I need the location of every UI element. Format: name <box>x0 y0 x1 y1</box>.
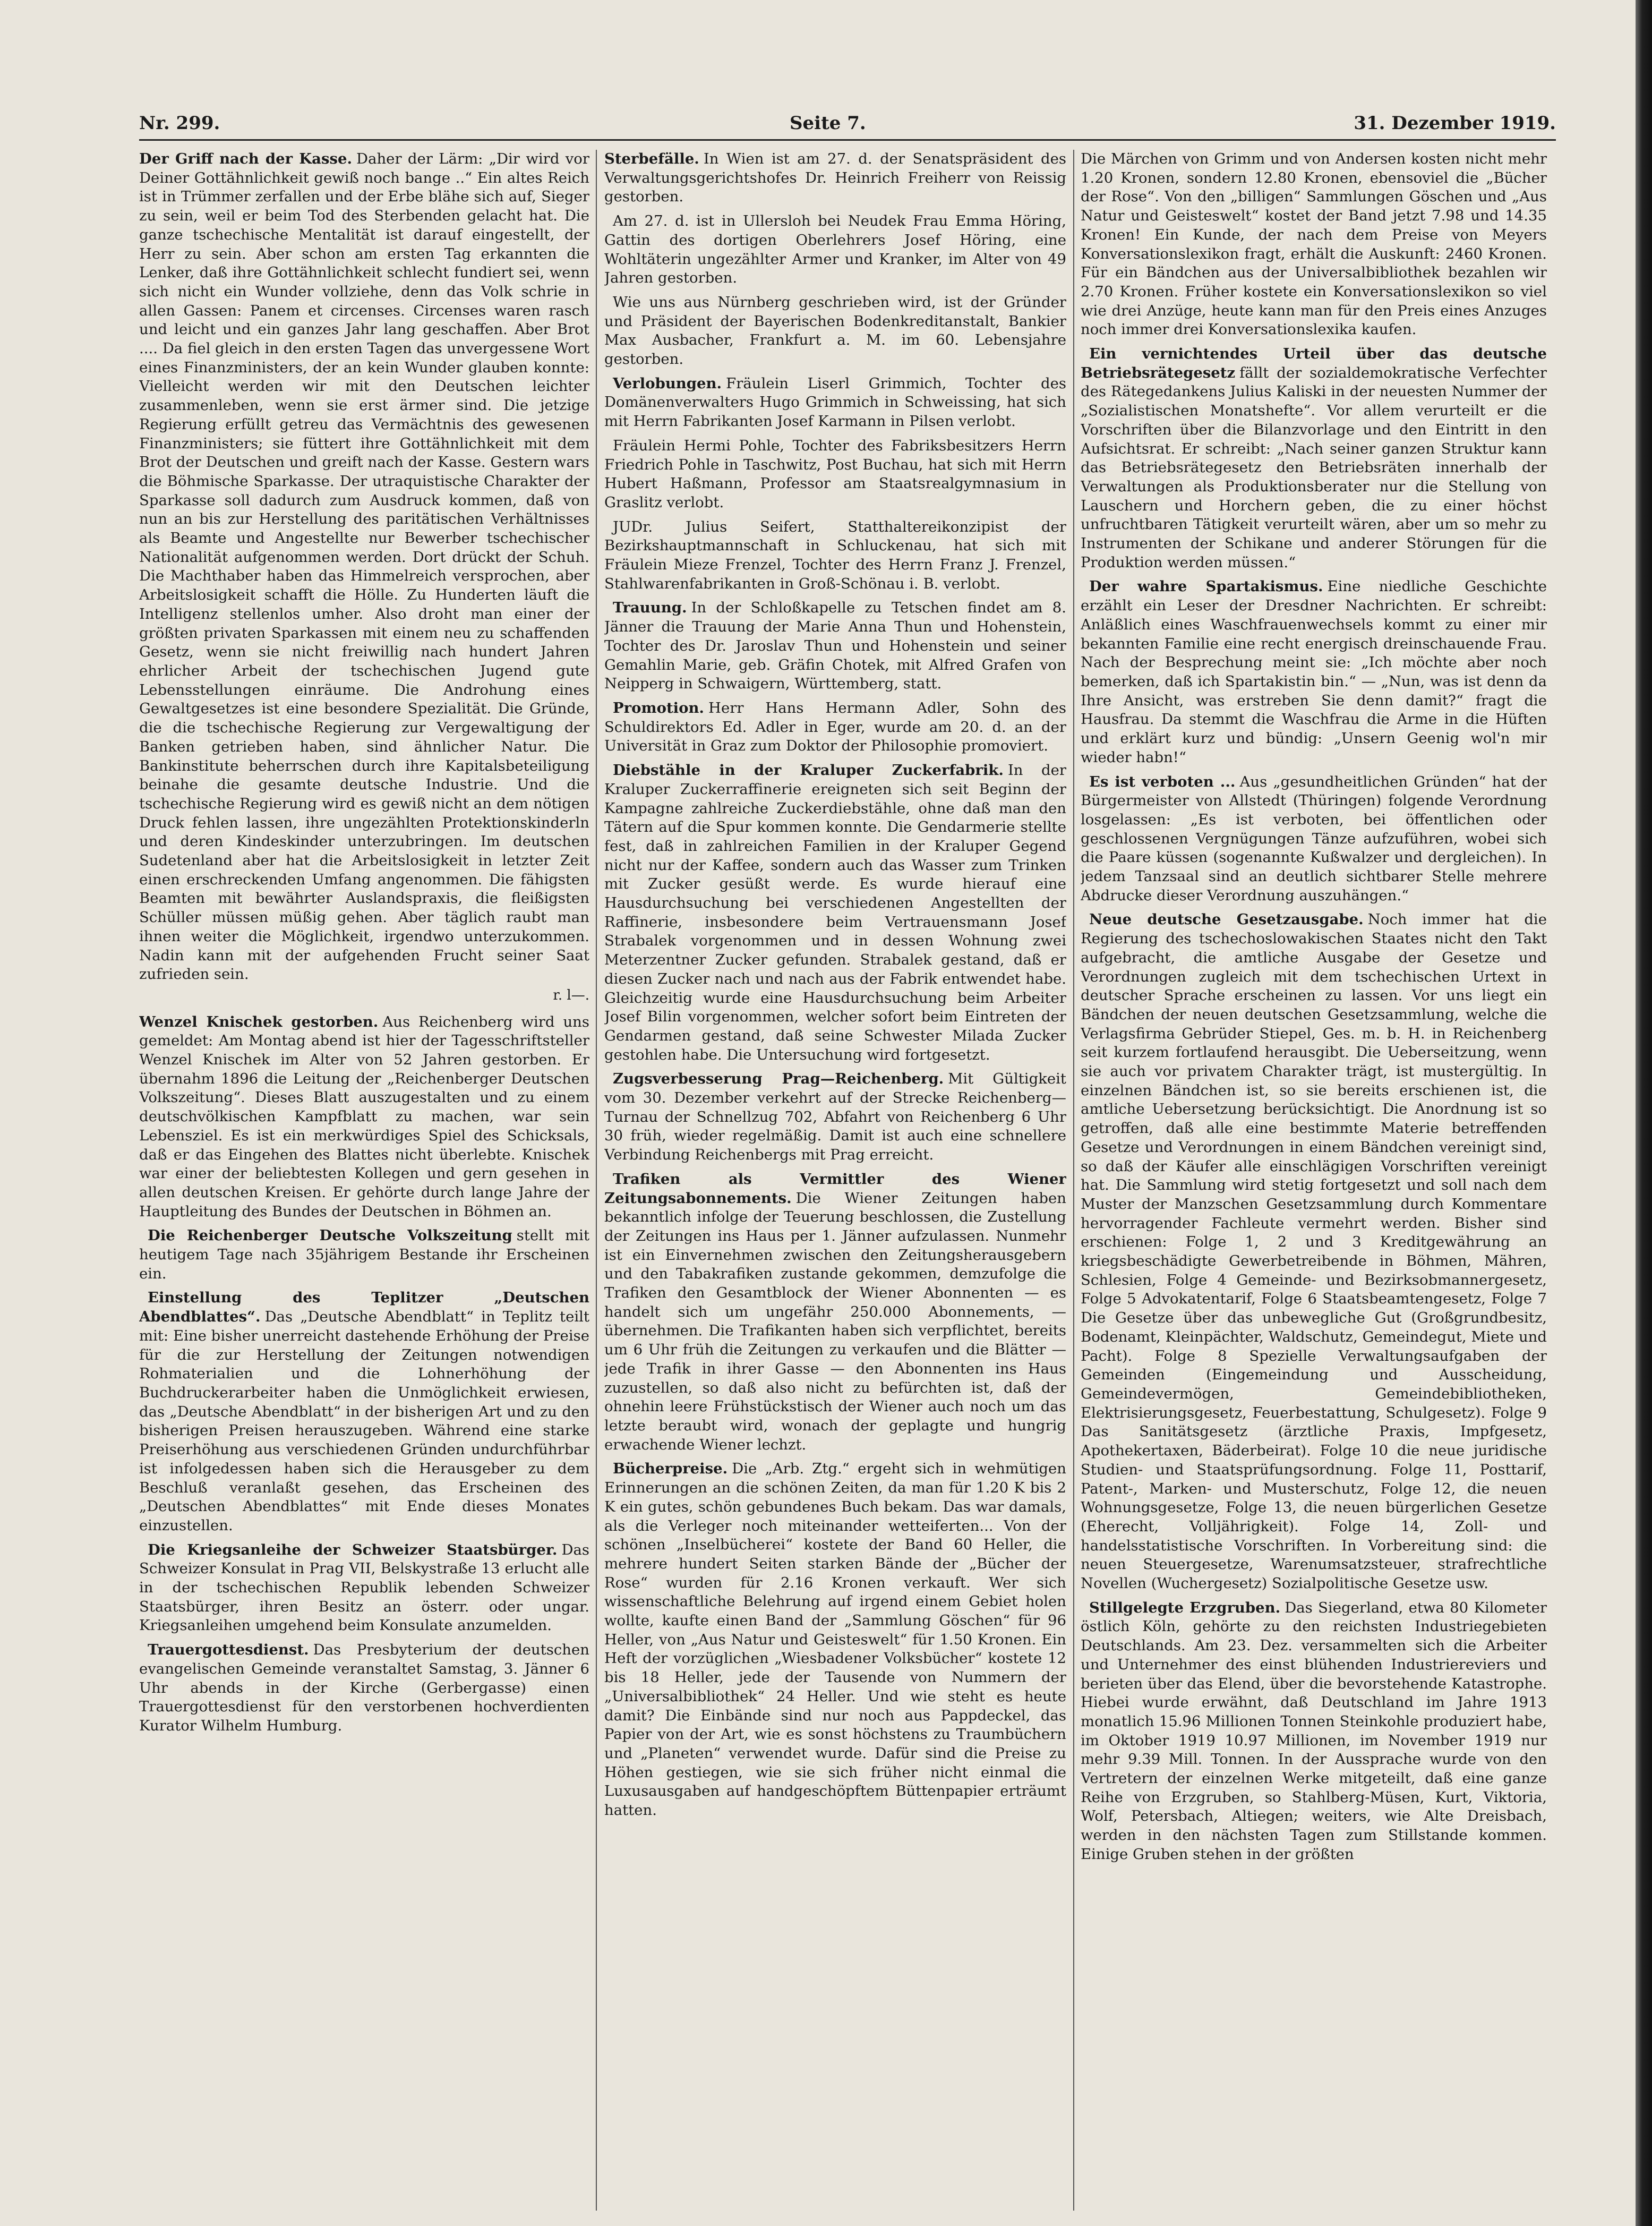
issue-number: Nr. 299. <box>139 113 220 134</box>
article <box>604 699 1066 756</box>
article <box>1081 577 1547 767</box>
article <box>1081 910 1547 1593</box>
article-headline: Ein vernichtendes Urteil über das deutsche Betriebsrätegesetz <box>1081 345 1547 381</box>
article-headline: Trauergottesdienst. <box>148 1641 309 1659</box>
article-headline: Neue deutsche Gesetzausgabe. <box>1089 911 1364 928</box>
article-body: JUDr. Julius Seifert, Statthaltereikonzipist der Bezirkshauptmannschaft in Schluckenau, hat sich mit Fräulein Mieze Frenzel, Tochter des Herrn Franz J. Frenzel, Stahlwarenfabrikanten in Groß-Schönau i. B. verlobt. <box>604 518 1066 592</box>
article <box>604 293 1066 369</box>
article <box>604 212 1066 288</box>
article <box>604 374 1066 431</box>
article <box>139 1226 589 1283</box>
article-body: Aus Reichenberg wird uns gemeldet: Am Montag abend ist hier der Tagesschriftsteller Wenzel Knischek im Alter von 52 Jahren gestorben. Er übernahm 1896 die Leitung der „Reichenberger Deutschen Volkszeitung“. Dieses Blatt auszugestalten und zu einem deutschvölkischen Kampfblatt zu machen, war sein Lebensziel. Es ist ein merkwürdiges Spiel des Schicksals, daß er das Eingehen des Blattes nicht überlebte. Knischek war einer der beliebtesten Kollegen und gern gesehen in allen deutschen Kreisen. Er gehörte durch lange Jahre der Hauptleitung des Bundes der Deutschen in Böhmen an. <box>139 1013 589 1220</box>
author-signature: r. l—. <box>553 987 589 1003</box>
article <box>604 599 1066 694</box>
article-body: In der Schloßkapelle zu Tetschen findet am 8. Jänner die Trauung der Marie Anna Thun und Hohenstein, Tochter des Dr. Jaroslav Thun und Hohenstein und seiner Gemahlin Marie, geb. Gräfin Chotek, mit Alfred Grafen von Neipperg in Schwaigern, Württemberg, statt. <box>604 599 1066 693</box>
article-body: Fräulein Hermi Pohle, Tochter des Fabriksbesitzers Herrn Friedrich Pohle in Taschwitz, Post Buchau, hat sich mit Herrn Hubert Haßmann, Professor am Staatsrealgymnasium in Graslitz verlobt. <box>604 437 1066 511</box>
article-headline: Verlobungen. <box>613 374 722 392</box>
article-headline: Trafiken als Vermittler des Wiener Zeitungsabonnements. <box>604 1170 1066 1207</box>
article-body: Das Schweizer Konsulat in Prag VII, Belskystraße 13 erlucht alle in der tschechischen Republik lebenden Schweizer Staatsbürger, ihren Besitz an österr. oder ungar. Kriegsanleihen umgehend beim Konsulate anzumelden. <box>139 1541 589 1634</box>
article <box>604 1070 1066 1165</box>
article-body: Die „Arb. Ztg.“ ergeht sich in wehmütigen Erinnerungen an die schönen Zeiten, da man für 1.20 K bis 2 K ein gutes, schön gebundenes Buch bekam. Das war damals, als die Verleger noch miteinander wetteiferten... Von der schönen „Inselbücherei“ kostete der Band 60 Heller, die mehrere hundert Seiten starken Bände der „Bücher der Rose“ wurden für 2.16 Kronen verkauft. Wer sich wissenschaftliche Belehrung auf irgend einem Gebiet holen wollte, kaufte einen Band der „Sammlung Göschen“ für 96 Heller, von „Aus Natur und Geisteswelt“ für 1.50 Kronen. Ein Heft der vorzüglichen „Wiesbadener Volksbücher“ kostete 12 bis 18 Heller, jede der Tausende von Nummern der „Universalbibliothek“ 24 Heller. Und wie steht es heute damit? Die Einbände sind nur noch aus Pappdeckel, das Papier von der Art, wie es sonst höchstens zu Traumbüchern und „Planeten“ verwendet wurde. Dafür sind die Preise zu Höhen gestiegen, wie sie sich früher nicht einmal die Luxusausgaben auf handgeschöpftem Büttenpapier erträumt hatten. <box>604 1460 1066 1819</box>
column-1 <box>139 150 589 2211</box>
article-headline: Diebstähle in der Kraluper Zuckerfabrik. <box>613 762 1004 779</box>
article-headline: Einstellung des Teplitzer „Deutschen Abendblattes“. <box>139 1289 589 1326</box>
article-headline: Wenzel Knischek gestorben. <box>139 1013 379 1030</box>
article-headline: Die Kriegsanleihe der Schweizer Staatsbürger. <box>148 1541 558 1558</box>
article-headline: Der Griff nach der Kasse. <box>139 150 353 167</box>
article <box>604 1460 1066 1820</box>
header-rule <box>139 139 1556 141</box>
issue-date: 31. Dezember 1919. <box>1354 113 1556 134</box>
article <box>1081 1599 1547 1864</box>
article <box>1081 773 1547 906</box>
article <box>604 437 1066 513</box>
article-body: Die Märchen von Grimm und von Andersen kosten nicht mehr 1.20 Kronen, sondern 12.80 Kronen, ebensoviel die „Bücher der Rose“. Von den „billigen“ Sammlungen Göschen und „Aus Natur und Geisteswelt“ kostet der Band jetzt 7.98 und 14.35 Kronen! Ein Kunde, der nach dem Preise von Meyers Konversationslexikon fragt, erhält die Auskunft: 2460 Kronen. Für ein Bändchen aus der Universalbibliothek bezahlen wir 2.70 Kronen. Früher kostete ein Konversationslexikon so viel wie drei Anzüge, heute kann man für den Preis eines Anzuges noch immer drei Konversationslexika kaufen. <box>1081 150 1547 338</box>
article-headline: Der wahre Spartakismus. <box>1089 578 1323 595</box>
article-body: fällt der sozialdemokratische Verfechter des Rätegedankens Julius Kaliski in der neuesten Nummer der „Sozialistischen Monatshefte“. Vor allem verurteilt er die Vorschriften über die Bilanzvorlage und den Eintritt in den Aufsichtsrat. Er schreibt: „Nach seiner ganzen Struktur kann das Betriebsrätegesetz den Betriebsräten innerhalb der Verwaltungen als Produktionsberater nur die Stellung von Lauschern und Horchern geben, die zu einer höchst unfruchtbaren Tätigkeit verurteilt wären, aber um so mehr zu Instrumenten der Schikane und anderer Störungen für die Produktion werden müssen.“ <box>1081 364 1547 571</box>
article-headline: Sterbefälle. <box>604 150 699 167</box>
article <box>1081 345 1547 572</box>
column-3 <box>1081 150 1547 2211</box>
article <box>1081 150 1547 339</box>
article-body: In der Kraluper Zuckerraffinerie ereigneten sich seit Beginn der Kampagne zahlreiche Zuckerdiebstähle, ohne daß man den Tätern auf die Spur kommen konnte. Die Gendarmerie stellte fest, daß in zahlreichen Familien in der Kraluper Gegend nicht nur der Kaffee, sondern auch das Wasser zum Trinken mit Zucker gesüßt werde. Es wurde hierauf eine Hausdurchsuchung bei verschiedenen Angestellten der Raffinerie, insbesondere beim Vertrauensmann Josef Strabalek vorgenommen und in dessen Wohnung zwei Meterzentner Zucker gefunden. Strabalek gestand, daß er diesen Zucker nach und nach aus der Fabrik entwendet habe. Gleichzeitig wurde eine Hausdurchsuchung beim Arbeiter Josef Bilin vorgenommen, welcher sofort beim Eintreten der Gendarmen gestand, daß seine Schwester Milada Zucker gestohlen habe. Die Untersuchung wird fortgesetzt. <box>604 762 1066 1063</box>
article-headline: Trauung. <box>613 599 687 617</box>
article <box>139 1289 589 1535</box>
article-body: Noch immer hat die Regierung des tschechoslowakischen Staates nicht den Takt aufgebracht, die amtliche Ausgabe der Gesetze und Verordnungen zugleich mit dem tschechischen Urtext in deutscher Sprache erscheinen zu lassen. Vor uns liegt ein Bändchen der neuen deutschen Gesetzsammlung, welche die Verlagsfirma Gebrüder Stiepel, Ges. m. b. H. in Reichenberg seit kurzem fortlaufend herausgibt. Die Ueberseitzung, wenn sie auch vor privatem Charakter trägt, ist mustergültig. In einzelnen Bändchen ist, so sie bereits erschienen ist, die amtliche Uebersetzung berücksichtigt. Die Anordnung ist so getroffen, daß alle eine bestimmte Materie betreffenden Gesetze und Verordnungen in einem Bändchen vereinigt sind, so daß der Käufer alle einschlägigen Vorschriften vereinigt hat. Die Sammlung wird stetig fortgesetzt und soll nach dem Muster der Manzschen Gesetzsammlung durch Kommentare hervorragender Fachleute vermehrt werden. Bisher sind erschienen: Folge 1, 2 und 3 Kreditgewährung an kriegsbeschädigte Gewerbetreibende in Böhmen, Mähren, Schlesien, Folge 4 Gemeinde- und Bezirksobmannergesetz, Folge 5 Advokatentarif, Folge 6 Staatsbeamtengesetz, Folge 7 Die Gesetze über das unbewegliche Gut (Großgrundbesitz, Bodenamt, Kleinpächter, Waldschutz, Gemeindegut, Miete und Pacht). Folge 8 Spezielle Verwaltungsaufgaben der Gemeinden (Eingemeindung und Ausscheidung, Gemeindevermögen, Gemeindebibliotheken, Elektrisierungsgesetz, Feuerbestattung, Schulgesetz). Folge 9 Das Sanitätsgesetz (ärztliche Praxis, Impfgesetz, Apothekertaxen, Bäderbeirat). Folge 10 die neue juridische Studien- und Staatsprüfungsordnung. Folge 11, Posttarif, Patent-, Marken- und Musterschutz, Folge 12, die neuen Wohnungsgesetze, Folge 13, die neuen bürgerlichen Gesetze (Eherecht, Volljährigkeit). Folge 14, Zoll- und handelsstatistische Vorschriften. In Vorbereitung sind: die neuen Steuergesetze, Warenumsatzsteuer, strafrechtliche Novellen (Wuchergesetz) Sozialpolitische Gesetze usw. <box>1081 911 1547 1592</box>
article-body: Daher der Lärm: „Dir wird vor Deiner Gottähnlichkeit gewiß noch bange ..“ Ein altes Reich ist in Trümmer zerfallen und der Erbe blähe sich auf, Sieger zu sein, weil er beim Tod des Sterbenden gelacht hat. Die ganze tschechische Mentalität ist darauf eingestellt, der Herr zu sein. Aber schon am ersten Tag erkannten die Lenker, daß ihre Gottähnlichkeit schlecht fundiert sei, wenn sich nicht ein Wunder vollziehe, denn das Volk schrie in allen Gassen: Panem et circenses. Circenses waren rasch und leicht und ein ganzes Jahr lang geschaffen. Aber Brot .... Da fiel gleich in den ersten Tagen das unvergessene Wort eines Finanzministers, der an kein Wunder glauben konnte: Vielleicht werden wir mit den Deutschen leichter zusammenleben, wenn sie erst ärmer sind. Die jetzige Regierung erfüllt getreu das Vermächtnis des gewesenen Finanzministers; sie füttert ihre Gottähnlichkeit mit dem Brot der Deutschen und greift nach der Kasse. Gestern wars die Böhmische Sparkasse. Der utraquistische Charakter der Sparkasse soll dadurch zum Ausdruck kommen, daß von nun an bis zur Herstellung des paritätischen Verhältnisses als Beamte und Angestellte nur Bewerber tschechischer Nationalität aufgenommen werden. Dort drückt der Schuh. Die Machthaber haben das Himmelreich versprochen, aber Arbeitslosigkeit schafft die Hölle. Zu Hunderten läuft die Intelligenz stellenlos umher. Also droht man einer der größten privaten Sparkassen mit einem neu zu schaffenden Gesetz, wenn sie nicht freiwillig nach hundert Jahren ehrlicher Arbeit der tschechischen Jugend gute Lebensstellungen einräume. Die Androhung eines Gewaltgesetzes ist eine besondere Spezialität. Die Gründe, die die tschechische Regierung zur Vergewaltigung der Banken getrieben haben, sind ähnlicher Natur. Die Bankinstitute beherrschen durch ihre Kapitalsbeteiligung beinahe die gesamte deutsche Industrie. Und die tschechische Regierung wird es gewiß nicht an dem nötigen Druck fehlen lassen, ihre ungezählten Protektionskinderln und deren Kindeskinder unterzubringen. Im deutschen Sudetenland aber hat die Arbeitslosigkeit in letzter Zeit einen erschreckenden Umfang angenommen. Die fähigsten Beamten mit bewährter Auslandspraxis, die fleißigsten Schüller müssen müßig gehen. Aber täglich raubt man ihnen weiter die Möglichkeit, irgendwo unterzukommen. Nadin kann mit der aufgehenden Frucht seiner Saat zufrieden sein. <box>139 150 589 983</box>
article <box>604 518 1066 594</box>
article-body: Eine niedliche Geschichte erzählt ein Leser der Dresdner Nachrichten. Er schreibt: Anläßlich eines Waschfrauenwechsels kommt zu einer mir bekannten Familie eine recht energisch dreinschauende Frau. Nach der Besprechung meint sie: „Ich möchte aber noch bemerken, daß ich Spartakistin bin.“ — „Nun, was ist denn da Ihre Ansicht, was erstreben Sie denn damit?“ fragt die Hausfrau. Da stemmt die Waschfrau die Arme in die Hüften und erklärt kurz und bündig: „Unsern Geenig wol'n mir wieder habn!“ <box>1081 578 1547 766</box>
article-body: Das „Deutsche Abendblatt“ in Teplitz teilt mit: Eine bisher unerreicht dastehende Erhöhung der Preise für die zur Herstellung der Zeitungen notwendigen Rohmaterialien und die Lohnerhöhung der Buchdruckerarbeiter haben die Unmöglichkeit erwiesen, das „Deutsche Abendblatt“ in der bisherigen Art und zu den bisherigen Preisen herauszugeben. Während eine starke Preiserhöhung aus verschiedenen Gründen undurchführbar ist infolgedessen haben sich die Herausgeber zu dem Beschluß veranlaßt gesehen, das Erscheinen des „Deutschen Abendblattes“ mit Ende dieses Monates einzustellen. <box>139 1308 589 1534</box>
article <box>604 1170 1066 1455</box>
article-body: stellt mit heutigem Tage nach 35jährigem Bestande ihr Erscheinen ein. <box>139 1227 589 1282</box>
article <box>139 150 589 984</box>
article <box>604 761 1066 1064</box>
column-2 <box>604 150 1066 2211</box>
article-body: Fräulein Liserl Grimmich, Tochter des Domänenverwalters Hugo Grimmich in Schweissing, hat sich mit Herrn Fabrikanten Josef Karmann in Pilsen verlobt. <box>604 374 1066 430</box>
article-headline: Promotion. <box>613 699 705 717</box>
article <box>139 1013 589 1222</box>
article-body: Wie uns aus Nürnberg geschrieben wird, ist der Gründer und Präsident der Bayerischen Bodenkreditanstalt, Bankier Max Ausbacher, Frankfurt a. M. im 60. Lebensjahre gestorben. <box>604 293 1066 368</box>
article-headline: Stillgelegte Erzgruben. <box>1089 1599 1281 1616</box>
article-body: Am 27. d. ist in Ullersloh bei Neudek Frau Emma Höring, Gattin des dortigen Oberlehrers Josef Höring, eine Wohltäterin ungezählter Armer und Kranker, im Alter von 49 Jahren gestorben. <box>604 212 1066 287</box>
article-headline: Es ist verboten ... <box>1089 773 1236 790</box>
column-divider <box>596 150 597 2211</box>
article-body: Das Presbyterium der deutschen evangelischen Gemeinde veranstaltet Samstag, 3. Jänner 6 Uhr abends in der Kirche (Gerbergasse) einen Trauergottesdienst für den verstorbenen hochverdienten Kurator Wilhelm Humburg. <box>139 1641 589 1734</box>
article-body: Herr Hans Hermann Adler, Sohn des Schuldirektors Ed. Adler in Eger, wurde am 20. d. an der Universität in Graz zum Doktor der Philosophie promoviert. <box>604 699 1066 755</box>
article <box>139 1541 589 1636</box>
article <box>139 1641 589 1736</box>
article-body: In Wien ist am 27. d. der Senatspräsident des Verwaltungsgerichtshofes Dr. Heinrich Freiherr von Reissig gestorben. <box>604 150 1066 206</box>
article-headline: Bücherpreise. <box>613 1460 728 1478</box>
page-number: Seite 7. <box>790 113 866 134</box>
scan-edge <box>1636 0 1652 2226</box>
article-body: Mit Gültigkeit vom 30. Dezember verkehrt auf der Strecke Reichenberg—Turnau der Schnellzug 702, Abfahrt von Reichenberg 6 Uhr 30 früh, wieder regelmäßig. Damit ist auch eine schnellere Verbindung Reichenbergs mit Prag erreicht. <box>604 1070 1066 1164</box>
article <box>604 150 1066 207</box>
article-body: Die Wiener Zeitungen haben bekanntlich infolge der Teuerung beschlossen, die Zustellung der Zeitungen ins Haus per 1. Jänner aufzulassen. Nunmehr ist ein Einvernehmen zwischen den Zeitungsherausgebern und den Tabakrafiken zustande gekommen, demzufolge die Trafiken den Gesamtblock der Wiener Abonnenten — es handelt sich um ungefähr 250.000 Abonnements, — übernehmen. Die Trafikanten haben sich verpflichtet, bereits um 6 Uhr früh die Zeitungen zu verkaufen und die Blätter — jede Trafik in ihrer Gasse — den Abonnenten ins Haus zuzustellen, so daß also nicht zu befürchten ist, daß der ohnehin leere Frühstückstisch der Wiener auch noch um das letzte beraubt wird, wonach der geplagte und hungrig erwachende Wiener lechzt. <box>604 1189 1066 1453</box>
article-body: Das Siegerland, etwa 80 Kilometer östlich Köln, gehörte zu den reichsten Industriegebieten Deutschlands. Am 23. Dez. versammelten sich die Arbeiter und Unternehmer des einst blühenden Industriereviers und berieten über das Elend, über die bevorstehende Katastrophe. Hiebei wurde erwähnt, daß Deutschland im Jahre 1913 monatlich 15.96 Millionen Tonnen Steinkohle produziert habe, im Oktober 1919 10.97 Millionen, im November 1919 nur mehr 9.39 Mill. Tonnen. In der Aussprache wurde von den Vertretern der einzelnen Werke mitgeteilt, daß eine ganze Reihe von Erzgruben, so Stahlberg-Müsen, Kurt, Viktoria, Wolf, Petersbach, Altiegen; weiters, wie Alte Dreisbach, werden in den nächsten Tagen zum Stillstande kommen. Einige Gruben stehen in der größten <box>1081 1599 1547 1863</box>
column-divider <box>1073 150 1074 2211</box>
article-headline: Die Reichenberger Deutsche Volkszeitung <box>148 1227 512 1244</box>
article-headline: Zugsverbesserung Prag—Reichenberg. <box>613 1070 944 1088</box>
article-body: Aus „gesundheitlichen Gründen“ hat der Bürgermeister von Allstedt (Thüringen) folgende Verordnung losgelassen: „Es ist verboten, bei öffentlichen oder geschlossenen Vergnügungen Tänze aufzuführen, wobei sich die Paare küssen (sogenannte Kußwalzer und dergleichen). In jedem Tanzsaal sind an deutlich sichtbarer Stelle mehrere Abdrucke dieser Verordnung auszuhängen.“ <box>1081 773 1547 904</box>
